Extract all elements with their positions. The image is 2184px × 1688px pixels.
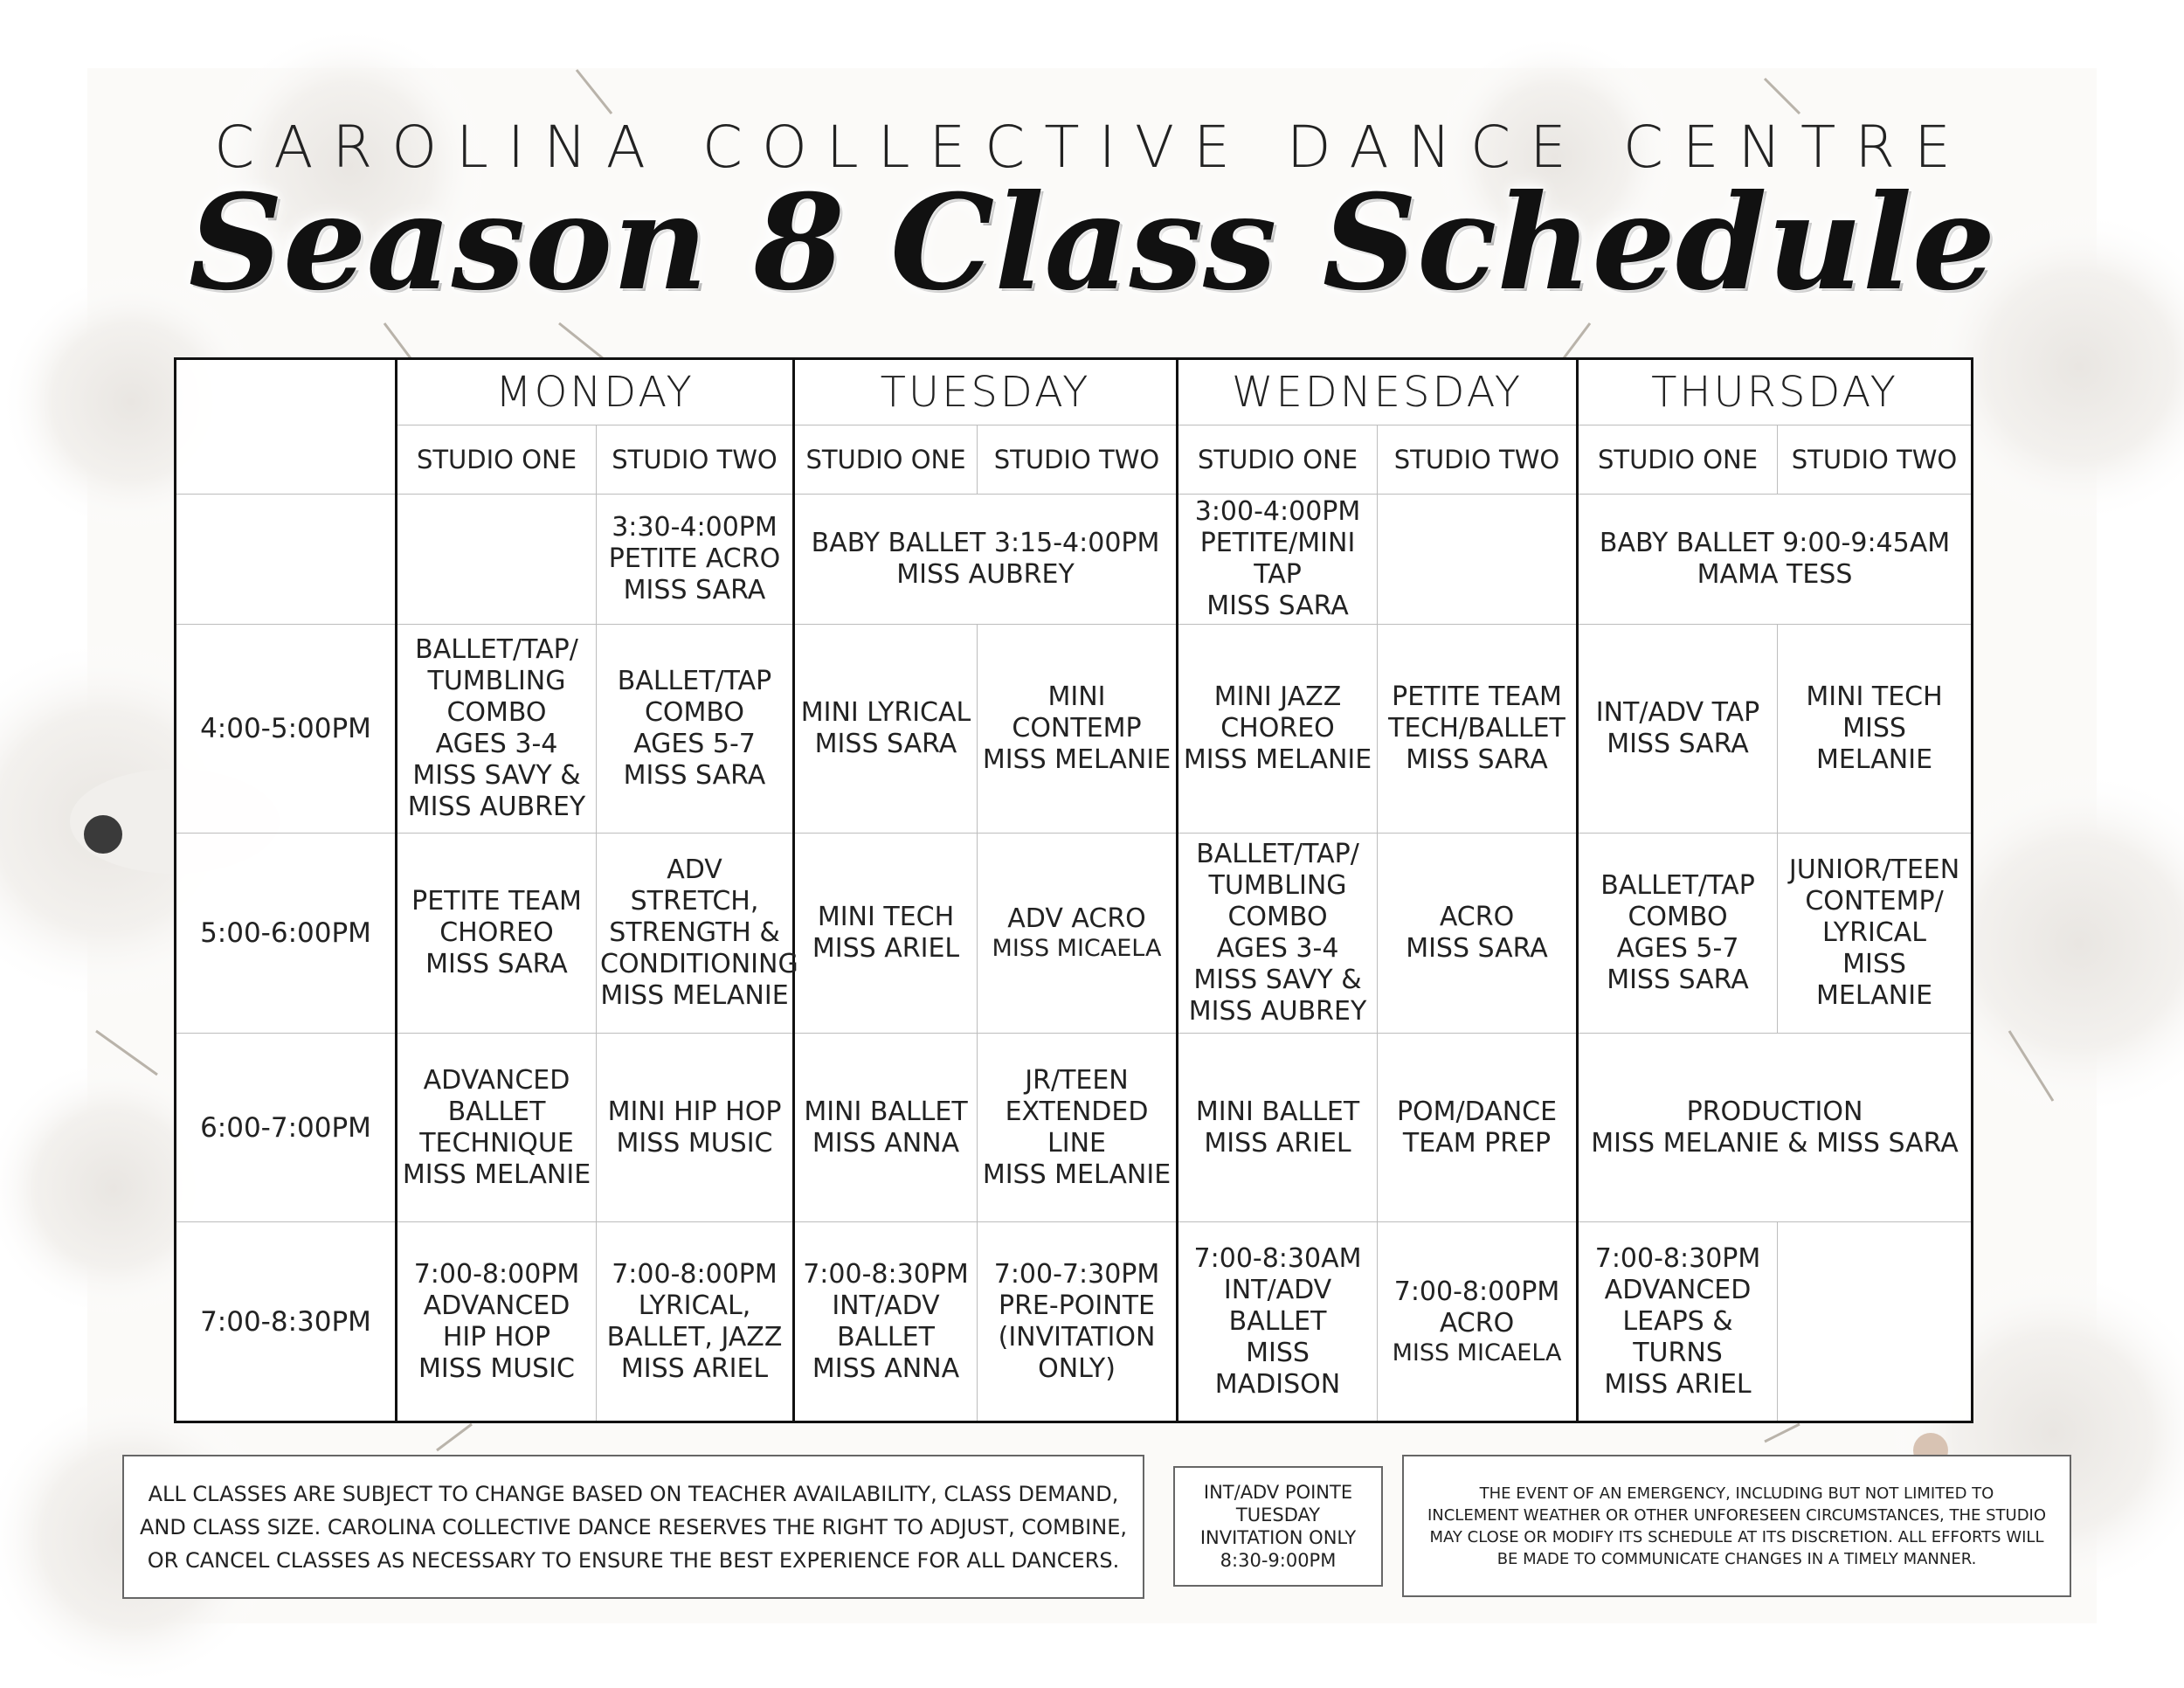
- class-cell-empty: [1378, 495, 1578, 625]
- note-line: INCLEMENT WEATHER OR OTHER UNFORESEEN CIRCUMSTANCES, THE STUDIO: [1427, 1505, 2047, 1525]
- class-line: LEAPS & TURNS: [1622, 1305, 1733, 1368]
- note-line: ALL CLASSES ARE SUBJECT TO CHANGE BASED ON TEACHER AVAILABILITY, CLASS DEMAND,: [148, 1481, 1119, 1506]
- class-line: COMBO: [1628, 902, 1728, 932]
- schedule-row-7pm: [176, 1222, 1973, 1422]
- note-line: OR CANCEL CLASSES AS NECESSARY TO ENSURE THE BEST EXPERIENCE FOR ALL DANCERS.: [147, 1547, 1120, 1573]
- class-cell: [1578, 1222, 1778, 1422]
- class-line: CHOREO: [1220, 713, 1335, 744]
- studio-header: STUDIO ONE: [397, 425, 597, 495]
- class-line: MINI TECH: [817, 902, 955, 932]
- class-line: MISS SARA: [1406, 933, 1548, 964]
- note-line: MAY CLOSE OR MODIFY ITS SCHEDULE AT ITS DISCRETION. ALL EFFORTS WILL: [1429, 1527, 2044, 1546]
- class-line: BALLET/TAP/: [1196, 839, 1359, 869]
- class-line: TUMBLING: [1208, 870, 1347, 901]
- class-cell: [397, 834, 597, 1034]
- class-line: MISS ARIEL: [1604, 1368, 1752, 1400]
- class-line: MISS AUBREY: [896, 559, 1075, 590]
- class-line: 7:00-8:30AM: [1193, 1242, 1362, 1274]
- time-cell: 5:00-6:00PM: [176, 834, 397, 1034]
- class-line: MINI BALLET: [804, 1096, 968, 1127]
- class-line: JUNIOR/TEEN: [1788, 854, 1960, 885]
- note-line: TUESDAY: [1235, 1505, 1321, 1525]
- day-header-row: [176, 359, 1973, 425]
- class-line: 3:30-4:00PM: [612, 512, 778, 543]
- class-cell: [794, 834, 978, 1034]
- note-line: INVITATION ONLY: [1199, 1527, 1357, 1548]
- class-line: CHOREO: [439, 917, 554, 948]
- class-line: MISS MELANIE: [1183, 744, 1372, 775]
- class-line: 7:00-8:30PM: [1594, 1242, 1761, 1274]
- class-line: CONTEMP: [1012, 713, 1142, 744]
- class-line: PETITE TEAM: [1392, 681, 1562, 712]
- class-line: MISS SARA: [623, 575, 766, 605]
- class-line: BABY BALLET 3:15-4:00PM: [811, 528, 1160, 558]
- class-cell: [1578, 625, 1778, 834]
- class-cell: [1778, 834, 1973, 1034]
- class-cell: [1578, 495, 1973, 625]
- class-cell: [1378, 834, 1578, 1034]
- class-line: BALLET: [837, 1321, 935, 1352]
- class-line: LYRICAL,: [638, 1290, 751, 1321]
- class-line: MISS SARA: [1406, 744, 1548, 775]
- class-line: PRODUCTION: [1686, 1096, 1863, 1127]
- class-line: 3:00-4:00PM: [1194, 496, 1361, 527]
- class-cell: [1378, 1034, 1578, 1222]
- class-line: ONLY): [1038, 1352, 1116, 1384]
- class-line: MINI: [1047, 681, 1106, 712]
- class-line: MISS MELANIE: [1816, 713, 1933, 775]
- class-line: BALLET: [447, 1096, 546, 1127]
- class-line: MISS SARA: [623, 760, 766, 791]
- class-line: ADVANCED: [423, 1064, 570, 1096]
- class-cell: [1178, 625, 1378, 834]
- time-cell: 6:00-7:00PM: [176, 1034, 397, 1222]
- class-line: MINI JAZZ: [1213, 681, 1342, 712]
- class-line: MISS ARIEL: [812, 933, 960, 964]
- class-cell-empty: [397, 495, 597, 625]
- class-line: MISS: [1842, 949, 1906, 979]
- class-line: INT/ADV: [832, 1290, 940, 1321]
- class-line: MISS SARA: [1607, 965, 1749, 995]
- class-line: JR/TEEN: [1025, 1064, 1129, 1096]
- class-cell: [1578, 834, 1778, 1034]
- class-line: TECH/BALLET: [1388, 713, 1565, 744]
- class-cell: [978, 625, 1178, 834]
- class-cell: [597, 625, 794, 834]
- class-line: MISS ARIEL: [1204, 1127, 1351, 1159]
- class-line: 7:00-8:00PM: [1393, 1276, 1560, 1307]
- class-line: BALLET/TAP: [617, 666, 772, 696]
- class-cell: [1178, 1222, 1378, 1422]
- class-line: LYRICAL: [1822, 917, 1926, 948]
- studio-header: STUDIO TWO: [978, 425, 1178, 495]
- class-line: CONDITIONING: [600, 949, 798, 979]
- class-cell: [794, 1034, 978, 1222]
- class-line: MISS MUSIC: [418, 1352, 576, 1384]
- class-line: INT/ADV: [1223, 1274, 1332, 1305]
- class-line: PETITE/MINI TAP: [1199, 528, 1356, 590]
- class-cell: [978, 834, 1178, 1034]
- class-line: MISS AUBREY: [1188, 996, 1367, 1027]
- policy-note: [122, 1455, 1144, 1599]
- day-header: WEDNESDAY: [1178, 359, 1578, 425]
- class-line: MISS ARIEL: [620, 1352, 769, 1384]
- class-line: BABY BALLET 9:00-9:45AM: [1599, 528, 1951, 558]
- class-cell: [1378, 625, 1578, 834]
- class-cell: [1178, 834, 1378, 1034]
- class-line: PETITE TEAM: [411, 886, 582, 917]
- class-line: 7:00-8:30PM: [803, 1258, 969, 1290]
- class-line: MISS SARA: [1206, 591, 1349, 621]
- class-cell: [597, 1034, 794, 1222]
- pointe-note: [1173, 1466, 1383, 1587]
- class-cell: [1178, 1034, 1378, 1222]
- class-line: ADV ACRO: [1007, 903, 1146, 934]
- class-line: BALLET/TAP: [1600, 870, 1755, 901]
- class-line: HIP HOP: [442, 1321, 551, 1352]
- note-line: AND CLASS SIZE. CAROLINA COLLECTIVE DANCE RESERVES THE RIGHT TO ADJUST, COMBINE,: [139, 1514, 1128, 1539]
- class-line: TEAM PREP: [1402, 1127, 1552, 1159]
- class-line: MISS MICAELA: [1392, 1339, 1562, 1366]
- class-line: MISS MICAELA: [992, 935, 1162, 962]
- class-line: MISS MELANIE: [402, 1159, 591, 1190]
- class-cell: [1778, 625, 1973, 834]
- class-line: LINE: [1047, 1127, 1106, 1159]
- class-line: STRENGTH &: [609, 917, 780, 948]
- studio-header: STUDIO TWO: [597, 425, 794, 495]
- class-line: BALLET, JAZZ: [606, 1321, 783, 1352]
- day-header: TUESDAY: [794, 359, 1178, 425]
- class-line: MELANIE: [1816, 980, 1933, 1011]
- class-cell: [1178, 495, 1378, 625]
- class-line: PETITE ACRO: [608, 543, 781, 574]
- class-cell: [794, 495, 1178, 625]
- corner-cell: [176, 359, 397, 495]
- class-line: 7:00-8:00PM: [413, 1258, 580, 1290]
- class-line: INT/ADV TAP: [1595, 697, 1760, 728]
- studio-header: STUDIO ONE: [794, 425, 978, 495]
- studio-header: STUDIO ONE: [1178, 425, 1378, 495]
- class-line: BALLET/TAP/: [415, 634, 578, 665]
- class-schedule-table: [174, 357, 1973, 1423]
- class-cell: [1578, 1034, 1973, 1222]
- studio-header: STUDIO ONE: [1578, 425, 1778, 495]
- class-cell: [794, 1222, 978, 1422]
- note-line: THE EVENT OF AN EMERGENCY, INCLUDING BUT NOT LIMITED TO: [1479, 1484, 1994, 1503]
- time-cell: 7:00-8:30PM: [176, 1222, 397, 1422]
- class-line: TUMBLING: [427, 666, 566, 696]
- note-line: INT/ADV POINTE: [1203, 1482, 1353, 1503]
- class-line: MISS SARA: [425, 949, 568, 979]
- studio-header-row: [176, 425, 1973, 495]
- class-line: MISS ANNA: [812, 1352, 960, 1384]
- class-cell: [978, 1034, 1178, 1222]
- class-line: AGES 5-7: [1616, 933, 1739, 964]
- class-line: MISS SARA: [814, 729, 957, 759]
- class-line: TECHNIQUE: [419, 1127, 574, 1159]
- class-line: ACRO: [1439, 1307, 1515, 1339]
- schedule-row-4pm: [176, 625, 1973, 834]
- studio-header: STUDIO TWO: [1378, 425, 1578, 495]
- class-line: MISS AUBREY: [407, 792, 586, 822]
- class-line: MISS SAVY &: [1193, 965, 1362, 995]
- class-line: COMBO: [1227, 902, 1328, 932]
- day-header: MONDAY: [397, 359, 794, 425]
- class-cell: [794, 625, 978, 834]
- class-line: PRE-POINTE: [999, 1290, 1155, 1321]
- class-cell: [978, 1222, 1178, 1422]
- class-line: MINI BALLET: [1195, 1096, 1360, 1127]
- class-line: AGES 5-7: [633, 729, 756, 759]
- class-line: COMBO: [446, 697, 547, 728]
- class-cell: [397, 1034, 597, 1222]
- class-line: MISS ANNA: [812, 1127, 960, 1159]
- class-line: MISS SAVY &: [412, 760, 581, 791]
- schedule-row-early: [176, 495, 1973, 625]
- schedule-row-6pm: [176, 1034, 1973, 1222]
- class-cell: [597, 834, 798, 1034]
- class-line: MISS SARA: [1607, 729, 1749, 759]
- class-cell-empty: [1778, 1222, 1973, 1422]
- class-line: MISS MELANIE: [982, 1159, 1171, 1190]
- time-cell: 4:00-5:00PM: [176, 625, 397, 834]
- class-line: EXTENDED: [1005, 1096, 1149, 1127]
- class-line: ADV STRETCH,: [630, 854, 759, 917]
- class-line: MISS MUSIC: [616, 1127, 773, 1159]
- class-line: ADVANCED: [1604, 1274, 1752, 1305]
- class-cell: [597, 1222, 794, 1422]
- class-line: POM/DANCE: [1396, 1096, 1558, 1127]
- class-cell: [597, 495, 794, 625]
- studio-header: STUDIO TWO: [1778, 425, 1973, 495]
- class-line: MINI LYRICAL: [800, 697, 971, 728]
- class-line: MADISON: [1214, 1368, 1341, 1400]
- class-cell: [397, 1222, 597, 1422]
- note-line: BE MADE TO COMMUNICATE CHANGES IN A TIMELY MANNER.: [1496, 1549, 1977, 1568]
- class-line: AGES 3-4: [435, 729, 558, 759]
- class-line: MISS MELANIE: [982, 744, 1171, 775]
- class-line: ACRO: [1439, 902, 1515, 932]
- class-line: MINI HIP HOP: [607, 1096, 782, 1127]
- class-cell: [1378, 1222, 1578, 1422]
- brand-name: CAROLINA COLLECTIVE DANCE CENTRE: [214, 114, 1970, 181]
- class-line: 7:00-8:00PM: [612, 1258, 778, 1290]
- time-cell-empty: [176, 495, 397, 625]
- emergency-note: [1402, 1455, 2071, 1597]
- class-line: MISS: [1246, 1337, 1310, 1368]
- class-line: COMBO: [644, 697, 745, 728]
- class-cell: [397, 625, 597, 834]
- class-line: BALLET: [1228, 1305, 1327, 1337]
- class-line: AGES 3-4: [1216, 933, 1339, 964]
- class-line: MINI TECH: [1806, 681, 1943, 712]
- class-line: ADVANCED: [423, 1290, 570, 1321]
- schedule-title: Season 8 Class Schedule: [188, 166, 1996, 320]
- class-line: MISS MELANIE: [600, 980, 789, 1011]
- class-line: CONTEMP/: [1805, 886, 1944, 917]
- day-header: THURSDAY: [1578, 359, 1973, 425]
- schedule-row-5pm: [176, 834, 1973, 1034]
- class-line: MAMA TESS: [1697, 559, 1853, 590]
- class-line: MISS MELANIE & MISS SARA: [1591, 1127, 1959, 1159]
- note-line: 8:30-9:00PM: [1220, 1550, 1337, 1571]
- class-line: 7:00-7:30PM: [993, 1258, 1160, 1290]
- class-line: (INVITATION: [998, 1321, 1156, 1352]
